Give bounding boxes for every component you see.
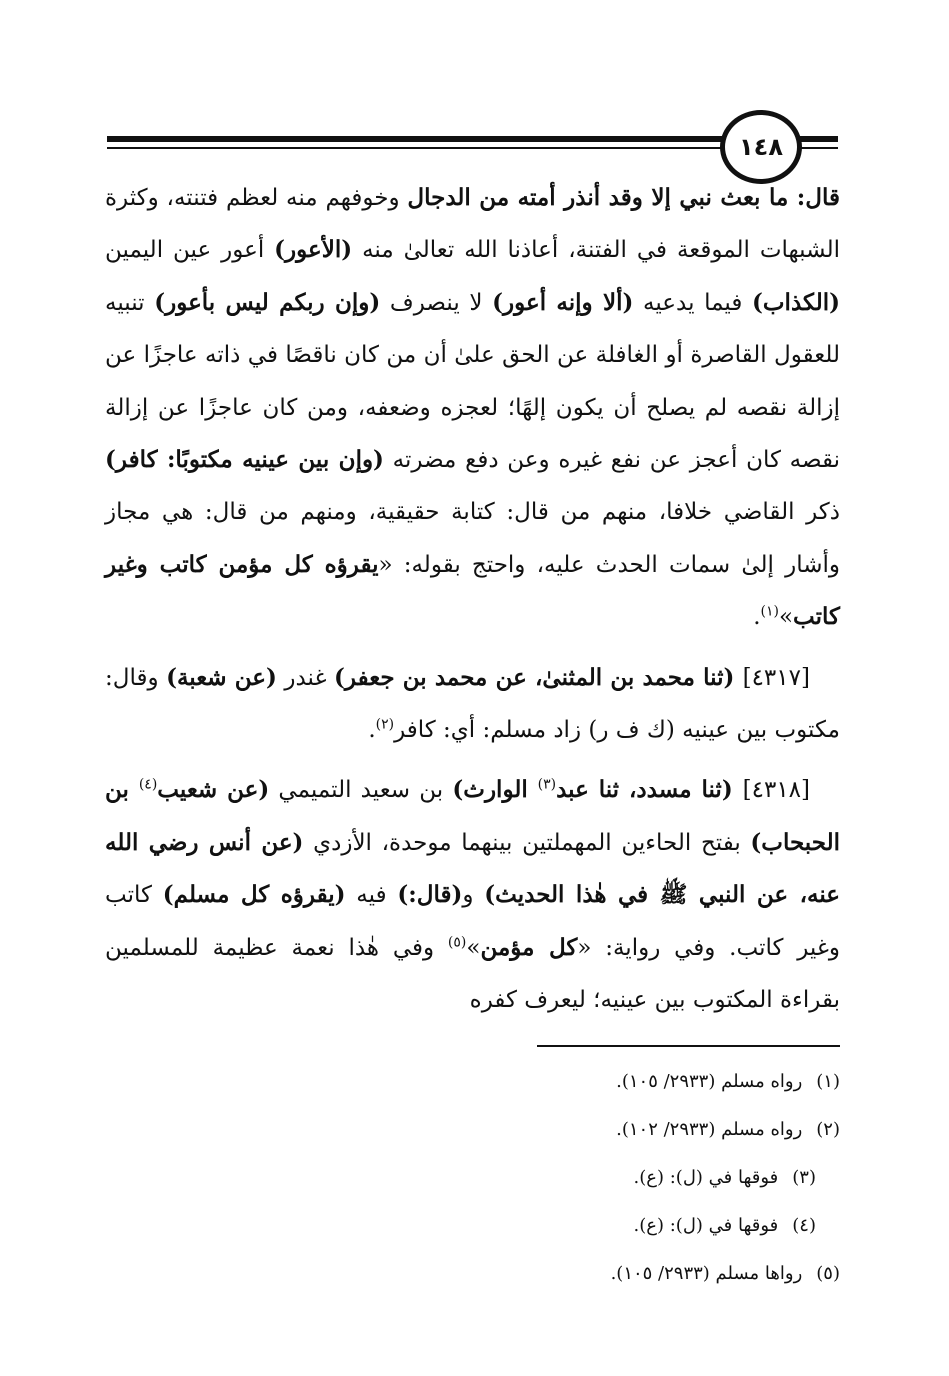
footnote-ref-3: (٣) bbox=[537, 776, 557, 793]
footnote-separator bbox=[537, 1045, 840, 1047]
commentary-paragraph: قال: ما بعث نبي إلا وقد أنذر أمته من الدجال وخوفهم منه لعظم فتنته، وكثرة الشبهات الموقعة في الفتنة، أعاذنا الله تعالىٰ منه (الأعور) أعور عين اليمين (الكذاب) فيما يدعيه (ألا وإنه أعور) لا ينصرف (وإن ربكم ليس بأعور) تنبيه للعقول القاصرة أو الغافلة عن الحق علىٰ أن من كان ناقصًا في ذاته عاجزًا عن إزالة نقصه لم يصلح أن يكون إلهًا؛ لعجزه وضعفه، ومن كان عاجزًا عن إزالة نقصه كان أعجز عن نفع غيره وعن دفع مضرته (وإن بين عينيه مكتوبًا: كافر) ذكر القاضي خلافا، منهم من قال: كتابة حقيقية، ومنهم من قال: هي مجاز وأشار إلىٰ سمات الحدث عليه، واحتج بقوله: «يقرؤه كل مؤمن كاتب وغير كاتب»$^{(١)}$. bbox=[105, 184, 841, 631]
header-rule-tail-thin bbox=[800, 147, 838, 149]
footnote-ref-4: (٤) bbox=[138, 776, 158, 793]
header-rule-thin bbox=[107, 147, 722, 149]
header-rule-tail-thick bbox=[800, 136, 838, 142]
footnote-ref-2: (٢) bbox=[375, 716, 395, 733]
footnote-4: (٤)فوقها في (ل): (ع). bbox=[633, 1215, 816, 1236]
hadith-4318: [٤٣١٨] (ثنا مسدد، ثنا عبد$^{(٣)}$ الوارث) بن سعيد التميمي (عن شعيب$^{(٤)}$ بن الحبحاب) بفتح الحاءين المهملتين بينهما موحدة، الأزدي (عن أنس رضي الله عنه، عن النبي ﷺ في هٰذا الحديث) و(قال:) فيه (يقرؤه كل مسلم) كاتب وغير كاتب. وفي رواية: «كل مؤمن»$^{(٥)}$ وفي هٰذا نعمة عظيمة للمسلمين بقراءة المكتوب بين عينيه؛ ليعرف كفره bbox=[105, 776, 841, 1014]
page-header bbox=[0, 0, 949, 170]
footnote-ref-5: (٥) bbox=[447, 934, 467, 951]
header-rule-thick bbox=[107, 136, 722, 142]
body-text bbox=[105, 172, 840, 1027]
hadith-number: [٤٣١٨] bbox=[742, 777, 811, 804]
page-number: ١٤٨ bbox=[720, 110, 802, 184]
footnote-ref-1: (١) bbox=[760, 603, 779, 620]
footnote-1: (١)رواه مسلم (٢٩٣٣/ ١٠٥). bbox=[616, 1071, 840, 1092]
hadith-4317: [٤٣١٧] (ثنا محمد بن المثنىٰ، عن محمد بن جعفر) غندر (عن شعبة) وقال: مكتوب بين عينيه (ك ف ر) زاد مسلم: أي: كافر$^{(٢)}$. bbox=[105, 663, 840, 744]
footnote-2: (٢)رواه مسلم (٢٩٣٣/ ١٠٢). bbox=[616, 1119, 840, 1140]
footnote-5: (٥)رواها مسلم (٢٩٣٣/ ١٠٥). bbox=[610, 1263, 840, 1284]
footnotes bbox=[105, 1058, 840, 1298]
footnote-3: (٣)فوقها في (ل): (ع). bbox=[633, 1167, 816, 1188]
hadith-number: [٤٣١٧] bbox=[742, 664, 810, 691]
